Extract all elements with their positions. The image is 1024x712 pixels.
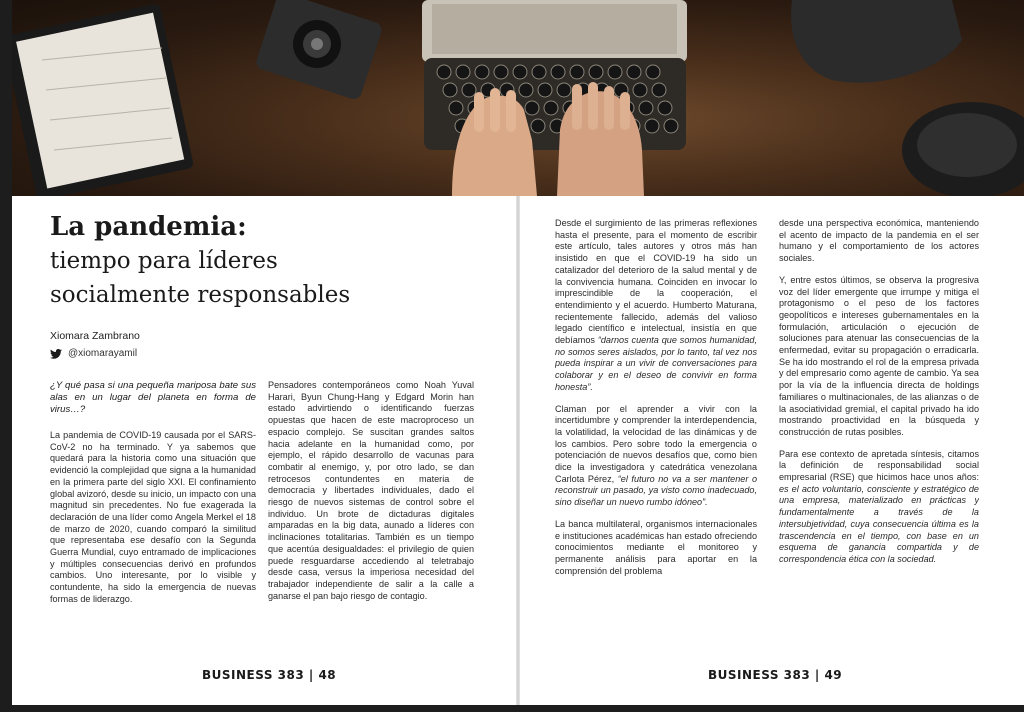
title-line-3: socialmente responsables — [50, 282, 351, 308]
typewriter-key — [544, 101, 558, 115]
paragraph: La pandemia de COVID-19 causada por el SARS-CoV-2 no ha terminado. Y ya sabemos que quedará para la historia como una situación que evidenció la complejidad que signa a la humanidad en la primera parte del siglo XXI. El confinamiento global avizoró, desde su inicio, un impacto con una magnitud sin precedentes. No fue exagerada la declaración de una líder como Angela Merkel el 18 de marzo de 2020, cuando comparó la similitud que representaba ese desafío con la Segunda Guerra Mundial, cuyo entramado de implicaciones y múltiples consecuencias derivó en profundos cambios. Uno interesante, por lo visible y contundente, ha sido la emergencia de nuevas formas de liderazgo. — [50, 430, 256, 604]
paragraph: desde una perspectiva económica, manteniendo el acento de impacto de la pandemia en el ser humano y el comportamiento de los actores sociales. — [779, 218, 979, 264]
column-1 — [50, 380, 256, 658]
typewriter-key — [513, 65, 527, 79]
column-4 — [779, 218, 979, 658]
twitter-handle-text: @xiomarayamil — [68, 348, 138, 359]
camera — [254, 0, 383, 101]
hero-photo — [12, 0, 1024, 196]
typewriter-key — [437, 65, 451, 79]
typewriter-key — [652, 83, 666, 97]
typewriter-key — [456, 65, 470, 79]
author-twitter[interactable] — [50, 348, 137, 359]
rse-definition-quote: es el acto voluntario, consciente y estratégico de una empresa, materializado en prácticas y fundamentalmente a través de la intersubjetividad, cuya consecuencia última es la trascendencia en el tiempo, con base en un esquema de ganancia compartida y de correspondencia ética con la sociedad. — [779, 483, 979, 564]
typewriter-key — [639, 101, 653, 115]
lead-question: ¿Y qué pasa si una pequeña mariposa bate sus alas en un lugar del planeta en forma de virus…? — [50, 380, 256, 415]
paragraph: La banca multilateral, organismos internacionales e instituciones académicas han estado ofreciendo conocimientos mediante el monitoreo y permanente análisis para aportar en la comprensión del problema — [555, 518, 757, 576]
typewriter-key — [589, 65, 603, 79]
column-3 — [555, 218, 757, 658]
typewriter-key — [551, 65, 565, 79]
typewriter-key — [570, 65, 584, 79]
typewriter-key — [519, 83, 533, 97]
maturana-quote: “darnos cuenta que somos humanidad, no somos seres aislados, por lo tanto, tal vez nos pueda inspirar a un vivir de conversaciones para colaborar y en el deseo de convivir en forma honesta”. — [555, 335, 757, 392]
typewriter-key — [633, 83, 647, 97]
article-title — [50, 210, 350, 312]
twitter-bird-icon — [50, 349, 62, 359]
typewriter-key — [443, 83, 457, 97]
paragraph — [555, 404, 757, 509]
typewriter-key — [525, 101, 539, 115]
paragraph: Y, entre estos últimos, se observa la progresiva voz del líder emergente que irrumpe y mitiga el protagonismo o el peso de los factores geopolíticos e intereses gubernamentales en la formulación, articulación o ejecución de soluciones para atenuar las consecuencias de la enfermedad, evitar su propagación o erradicarla. Se ha ido mostrando el rol de la empresa privada y del empresario como agente de cambio. Ya sea por la vía de la influencia directa de holdings familiares o multinacionales, de las alianzas o de la asociatividad gremial, el capital privado ha ido mostrando proactividad en la búsqueda y construcción de rutas posibles. — [779, 274, 979, 437]
title-line-1: La pandemia: — [50, 212, 247, 242]
typewriter-key — [608, 65, 622, 79]
perez-quote: “el futuro no va a ser mantener o reconstruir un pasado, ya visto como inadecuado, sino diseñar un nuevo rumbo idóneo”. — [555, 473, 757, 508]
typewriter-key — [557, 83, 571, 97]
typewriter-key — [646, 65, 660, 79]
planner-notebook — [12, 3, 194, 196]
page-gutter — [516, 196, 520, 705]
paragraph-text: Para ese contexto de apretada síntesis, citamos la definición de responsabilidad social empresarial (RSE) que hicimos hace unos años: — [779, 448, 979, 483]
paragraph: Pensadores contemporáneos como Noah Yuval Harari, Byun Chung-Hang y Edgard Morin han estado advirtiendo o identificando fuerzas opuestas que hacen de este macroproceso un espacio complejo. Se suscitan grandes saltos hacia adelante en la humanidad como, por ejemplo, el rápido desarrollo de vacunas para combatir al enemigo, y, por otro lado, se dan retrocesos contundentes en materia de democracia y libertades individuales, dado el riesgo de nuevos sistemas de control sobre el individuo. Un brote de dictaduras digitales amparadas en la big data, aunado a líderes con inclinaciones totalitarias. También es un tiempo que acentúa desigualdades: el privilegio de quien puede resguardarse accediendo al teletrabajo desde casa, versus la imperiosa necesidad del trabajador independiente de salir a la calle a ganarse el pan bajo riesgo de contagio. — [268, 380, 474, 601]
paragraph-text: Desde el surgimiento de las primeras reflexiones hasta el presente, para el momento de escribir este artículo, tales autores y otros más han insistido en que el COVID-19 ha sido un catalizador del deterioro de la salud mental y de la convivencia humana. Coinciden en invocar lo imprescindible de la cooperación, el entendimiento y el acuerdo. Humberto Maturana, recientemente fallecido, además del valioso legado científico e intelectual, insistía en que debíamos — [555, 218, 757, 346]
typewriter-key — [475, 65, 489, 79]
paragraph — [779, 449, 979, 566]
title-line-2: tiempo para líderes — [50, 248, 278, 274]
typewriter-key — [658, 101, 672, 115]
typewriter-key — [627, 65, 641, 79]
column-2 — [268, 380, 474, 658]
typewriter-key — [531, 119, 545, 133]
typewriter-key — [532, 65, 546, 79]
footer-left: BUSINESS 383 | 48 — [202, 668, 337, 682]
typewriter-key — [462, 83, 476, 97]
desk-lamp — [791, 0, 1024, 196]
paragraph — [555, 218, 757, 394]
footer-right: BUSINESS 383 | 49 — [708, 668, 843, 682]
paragraph-text: Claman por el aprender a vivir con la incertidumbre y comprender la interdependencia, la volatilidad, la velocidad de las dinámicas y de los cambios. Pero sobre todo la emergencia o potenciación de nuevos desafíos que, como bien dice la investigadora y catedrática venezolana Carlota Pérez, — [555, 403, 757, 484]
hero-illustration — [12, 0, 1024, 196]
typewriter-key — [538, 83, 552, 97]
typewriter-key — [664, 119, 678, 133]
typewriter-key — [645, 119, 659, 133]
typewriter-key — [449, 101, 463, 115]
author-name: Xiomara Zambrano — [50, 330, 140, 342]
typewriter-key — [494, 65, 508, 79]
